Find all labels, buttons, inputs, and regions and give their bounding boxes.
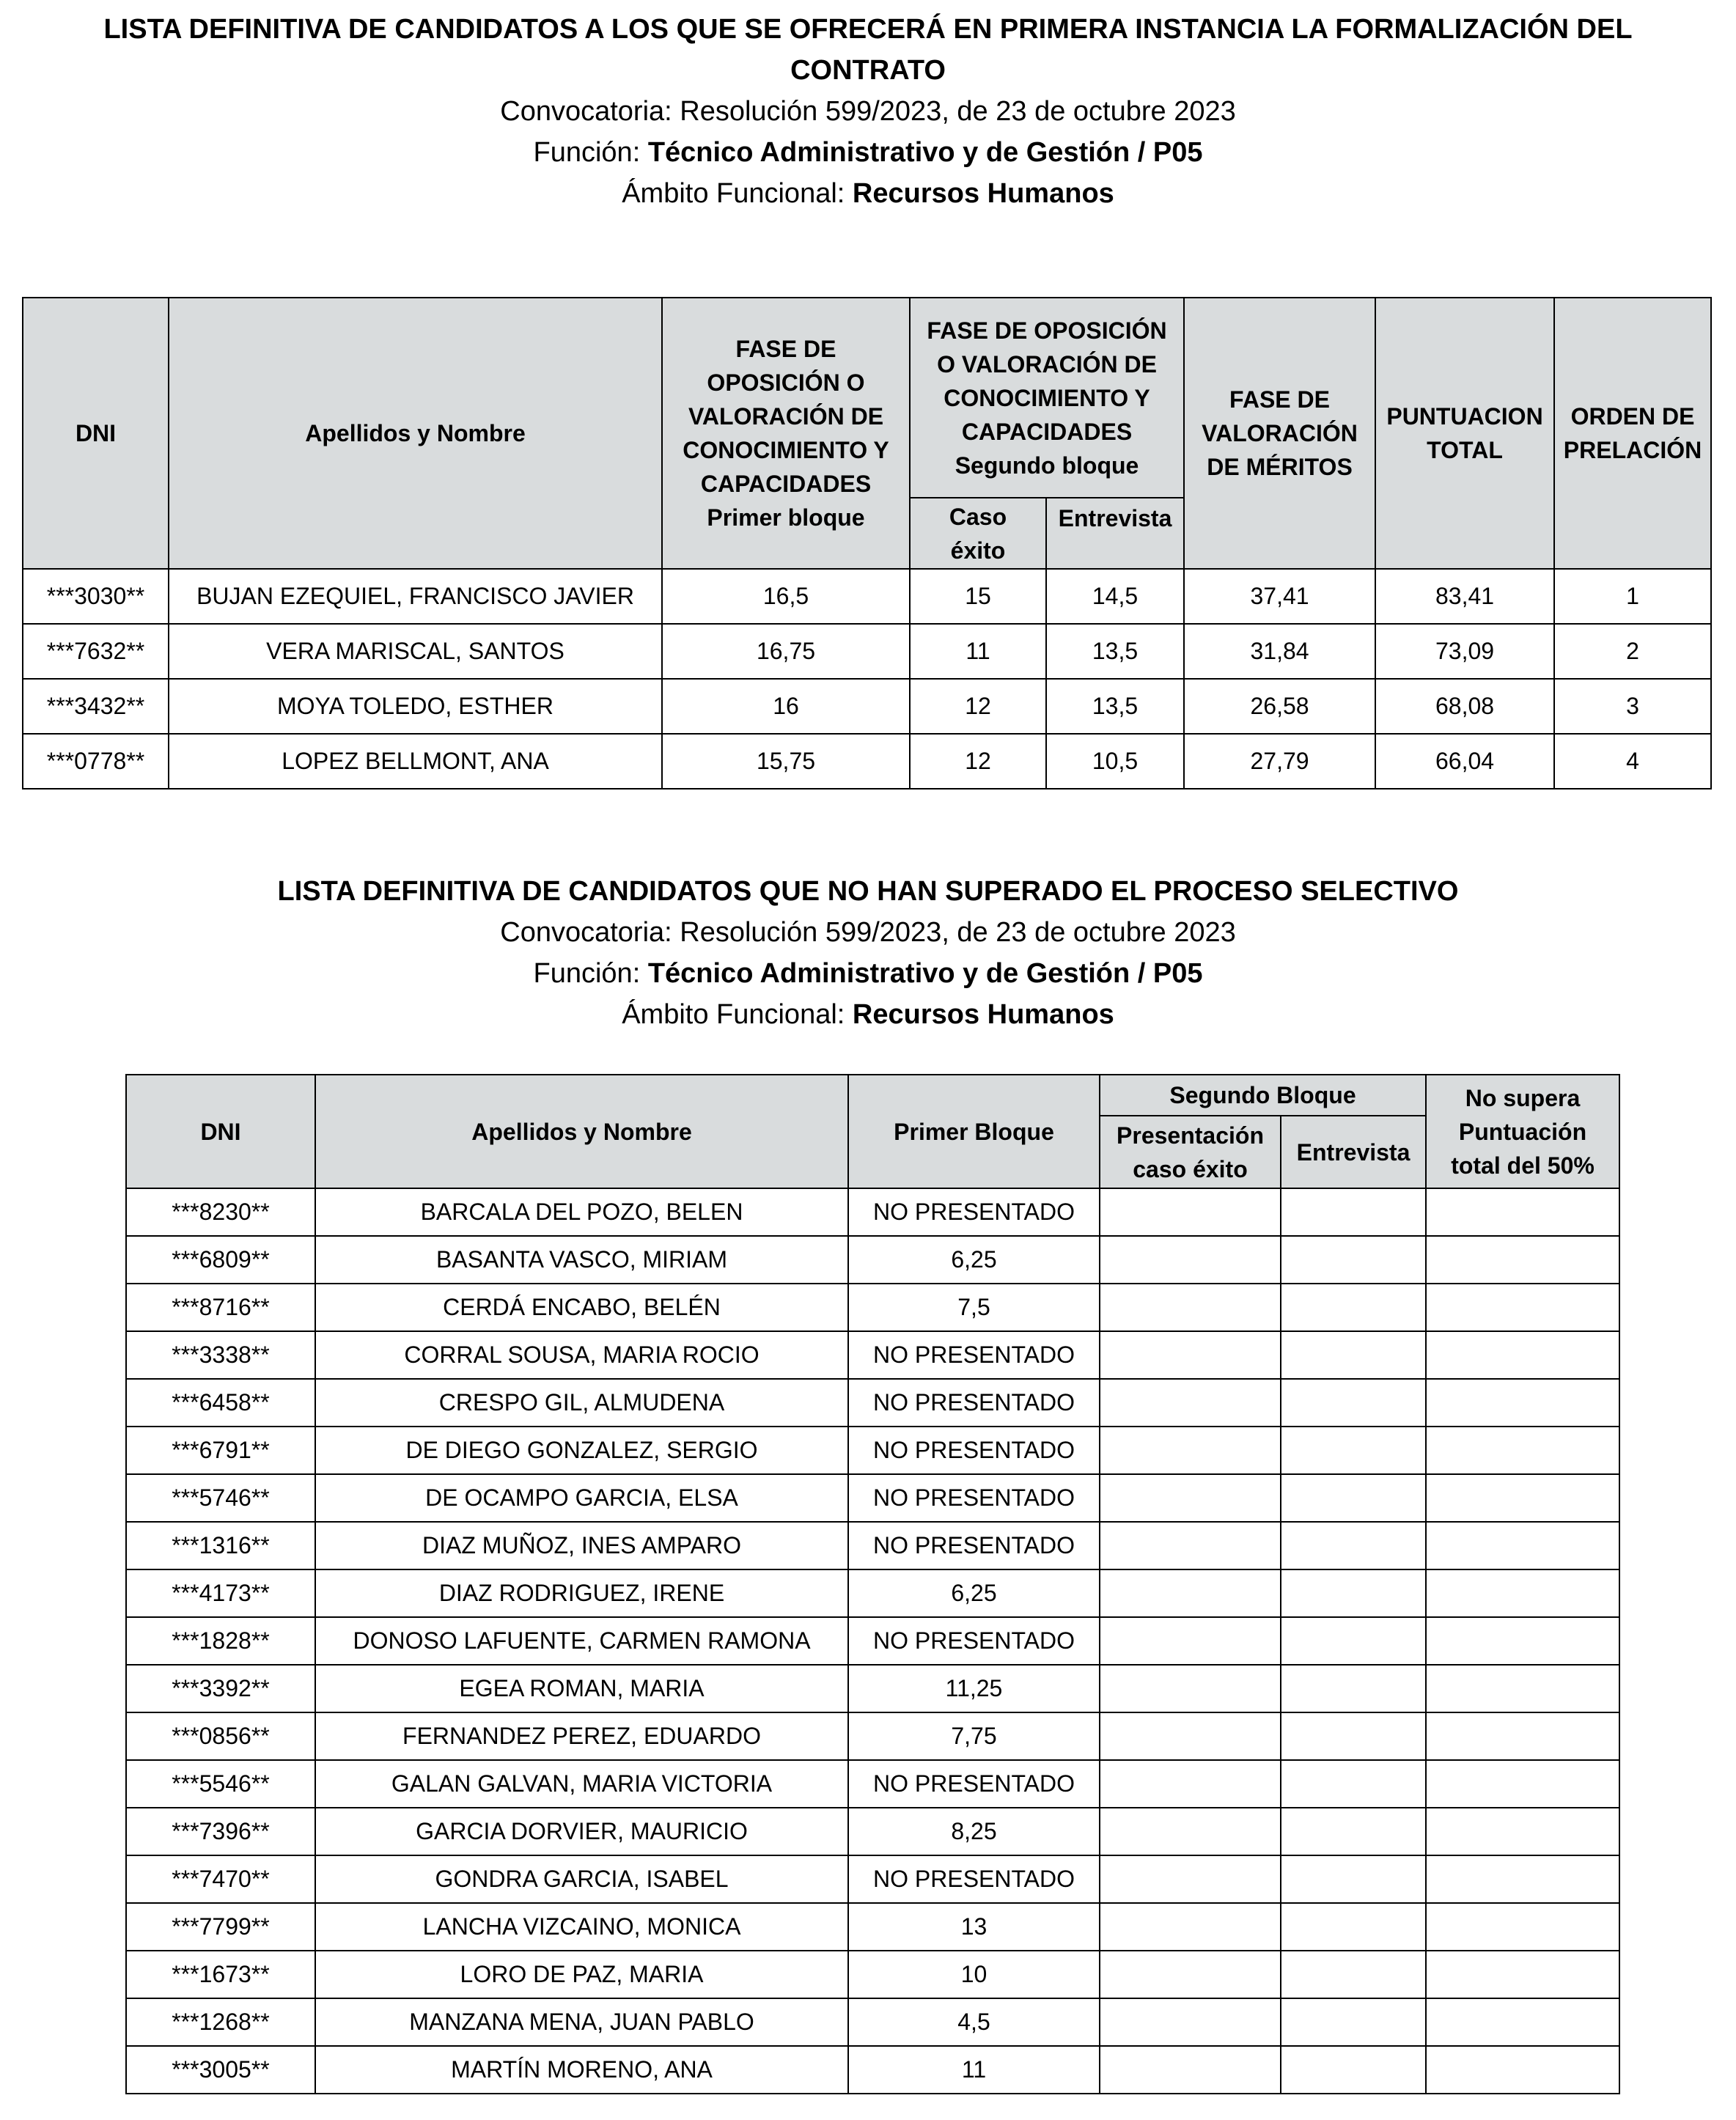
cell-dni: ***3432**	[23, 679, 169, 734]
header-entrevista: Entrevista	[1046, 498, 1184, 569]
cell-presentacion	[1100, 1760, 1281, 1808]
header-text: FASE DE	[735, 336, 836, 362]
cell-caso: 12	[910, 734, 1046, 789]
funcion-label: Función:	[533, 958, 648, 989]
cell-entrevista	[1281, 1712, 1426, 1760]
section1-funcion	[0, 132, 1736, 173]
cell-dni: ***7632**	[23, 624, 169, 679]
cell-dni: ***5746**	[126, 1474, 315, 1522]
table-row	[126, 1760, 1619, 1808]
cell-entrevista	[1281, 2046, 1426, 2094]
cell-entrevista	[1281, 1808, 1426, 1855]
cell-entrevista	[1281, 1760, 1426, 1808]
cell-presentacion	[1100, 1665, 1281, 1712]
cell-presentacion	[1100, 1188, 1281, 1236]
header-text: VALORACIÓN DE	[688, 403, 884, 430]
cell-entrevista	[1281, 1379, 1426, 1427]
table-row	[23, 679, 1711, 734]
cell-total: 83,41	[1375, 569, 1554, 624]
header-primer-bloque: Primer Bloque	[848, 1075, 1100, 1188]
cell-orden: 2	[1554, 624, 1711, 679]
cell-presentacion	[1100, 1712, 1281, 1760]
cell-presentacion	[1100, 1998, 1281, 2046]
table-row	[126, 1712, 1619, 1760]
header-no-supera	[1426, 1075, 1619, 1188]
cell-dni: ***1268**	[126, 1998, 315, 2046]
table-row	[126, 1951, 1619, 1998]
cell-primer: NO PRESENTADO	[848, 1617, 1100, 1665]
cell-nombre: DONOSO LAFUENTE, CARMEN RAMONA	[315, 1617, 848, 1665]
table-row	[126, 1998, 1619, 2046]
cell-entrevista	[1281, 1522, 1426, 1569]
cell-entrevista	[1281, 1188, 1426, 1236]
cell-no-supera	[1426, 1760, 1619, 1808]
cell-dni: ***6458**	[126, 1379, 315, 1427]
cell-no-supera	[1426, 1569, 1619, 1617]
table-row	[126, 2046, 1619, 2094]
cell-no-supera	[1426, 1808, 1619, 1855]
selected-candidates-table	[22, 297, 1712, 790]
table-row	[126, 1855, 1619, 1903]
cell-orden: 1	[1554, 569, 1711, 624]
cell-primer: 7,5	[848, 1284, 1100, 1331]
header-text: total del 50%	[1451, 1152, 1595, 1179]
section1-convocatoria: Convocatoria: Resolución 599/2023, de 23 de octubre 2023	[500, 96, 1236, 127]
cell-primer: NO PRESENTADO	[848, 1855, 1100, 1903]
table-row	[126, 1427, 1619, 1474]
cell-no-supera	[1426, 1188, 1619, 1236]
section1-heading	[0, 9, 1736, 214]
cell-nombre: GONDRA GARCIA, ISABEL	[315, 1855, 848, 1903]
header-text: Puntuación	[1458, 1118, 1587, 1145]
cell-no-supera	[1426, 1665, 1619, 1712]
cell-dni: ***7396**	[126, 1808, 315, 1855]
cell-orden: 4	[1554, 734, 1711, 789]
header-text: CONOCIMIENTO Y	[944, 384, 1150, 411]
cell-primer: 15,75	[662, 734, 910, 789]
cell-nombre: MOYA TOLEDO, ESTHER	[169, 679, 662, 734]
header-text: CAPACIDADES	[961, 418, 1133, 445]
table-row	[126, 1188, 1619, 1236]
cell-presentacion	[1100, 1903, 1281, 1951]
cell-meritos: 37,41	[1184, 569, 1375, 624]
cell-primer: NO PRESENTADO	[848, 1760, 1100, 1808]
cell-primer: 11	[848, 2046, 1100, 2094]
cell-nombre: CORRAL SOUSA, MARIA ROCIO	[315, 1331, 848, 1379]
header-presentacion	[1100, 1116, 1281, 1188]
table-row	[126, 1474, 1619, 1522]
cell-entrevista	[1281, 1617, 1426, 1665]
cell-no-supera	[1426, 1998, 1619, 2046]
header-orden	[1554, 298, 1711, 569]
cell-primer: 4,5	[848, 1998, 1100, 2046]
header-text: No supera	[1465, 1084, 1581, 1111]
cell-nombre: DE OCAMPO GARCIA, ELSA	[315, 1474, 848, 1522]
cell-no-supera	[1426, 1284, 1619, 1331]
cell-primer: NO PRESENTADO	[848, 1188, 1100, 1236]
header-text: CAPACIDADES	[700, 471, 872, 497]
table-row	[126, 1617, 1619, 1665]
section1-ambito	[0, 173, 1736, 214]
cell-primer: 8,25	[848, 1808, 1100, 1855]
section1-title-line2: CONTRATO	[790, 55, 946, 86]
header-meritos	[1184, 298, 1375, 569]
header-nombre: Apellidos y Nombre	[169, 298, 662, 569]
cell-nombre: BUJAN EZEQUIEL, FRANCISCO JAVIER	[169, 569, 662, 624]
cell-no-supera	[1426, 1427, 1619, 1474]
cell-presentacion	[1100, 1617, 1281, 1665]
cell-nombre: DIAZ RODRIGUEZ, IRENE	[315, 1569, 848, 1617]
cell-nombre: BARCALA DEL POZO, BELEN	[315, 1188, 848, 1236]
cell-presentacion	[1100, 1855, 1281, 1903]
cell-presentacion	[1100, 2046, 1281, 2094]
cell-total: 73,09	[1375, 624, 1554, 679]
header-text: OPOSICIÓN O	[707, 369, 865, 396]
cell-presentacion	[1100, 1236, 1281, 1284]
cell-dni: ***3338**	[126, 1331, 315, 1379]
header-text: ORDEN DE	[1570, 403, 1695, 430]
header-nombre: Apellidos y Nombre	[315, 1075, 848, 1188]
table-row	[126, 1808, 1619, 1855]
section2-convocatoria: Convocatoria: Resolución 599/2023, de 23 de octubre 2023	[500, 917, 1236, 948]
cell-primer: 16,75	[662, 624, 910, 679]
cell-presentacion	[1100, 1427, 1281, 1474]
cell-meritos: 27,79	[1184, 734, 1375, 789]
ambito-label: Ámbito Funcional:	[622, 999, 853, 1030]
cell-nombre: LORO DE PAZ, MARIA	[315, 1951, 848, 1998]
cell-no-supera	[1426, 1951, 1619, 1998]
cell-dni: ***5546**	[126, 1760, 315, 1808]
cell-primer: NO PRESENTADO	[848, 1427, 1100, 1474]
header-text: caso éxito	[1133, 1155, 1248, 1182]
cell-nombre: DIAZ MUÑOZ, INES AMPARO	[315, 1522, 848, 1569]
funcion-value: Técnico Administrativo y de Gestión / P05	[647, 958, 1203, 989]
header-text: PRELACIÓN	[1563, 437, 1702, 463]
ambito-value: Recursos Humanos	[852, 999, 1114, 1030]
table-row	[126, 1665, 1619, 1712]
header-text: FASE DE	[1229, 386, 1330, 413]
cell-primer: NO PRESENTADO	[848, 1474, 1100, 1522]
header-caso-exito	[910, 498, 1046, 569]
cell-dni: ***1316**	[126, 1522, 315, 1569]
cell-entrevista	[1281, 1284, 1426, 1331]
cell-no-supera	[1426, 1474, 1619, 1522]
cell-presentacion	[1100, 1474, 1281, 1522]
cell-primer: 11,25	[848, 1665, 1100, 1712]
table-row	[23, 624, 1711, 679]
cell-entrevista	[1281, 1427, 1426, 1474]
header-entrevista: Entrevista	[1281, 1116, 1426, 1188]
cell-presentacion	[1100, 1331, 1281, 1379]
cell-orden: 3	[1554, 679, 1711, 734]
cell-dni: ***3392**	[126, 1665, 315, 1712]
cell-dni: ***4173**	[126, 1569, 315, 1617]
section1-title-line1: LISTA DEFINITIVA DE CANDIDATOS A LOS QUE SE OFRECERÁ EN PRIMERA INSTANCIA LA FORMALIZACIÓN DEL	[103, 14, 1633, 45]
section2-heading	[0, 871, 1736, 1035]
table-row	[126, 1522, 1619, 1569]
table-row	[126, 1903, 1619, 1951]
table-row	[126, 1379, 1619, 1427]
cell-primer: 6,25	[848, 1236, 1100, 1284]
header-text: Caso	[949, 503, 1007, 530]
table-row	[23, 569, 1711, 624]
funcion-value: Técnico Administrativo y de Gestión / P05	[647, 137, 1203, 168]
cell-nombre: MARTÍN MORENO, ANA	[315, 2046, 848, 2094]
table-row	[126, 1236, 1619, 1284]
cell-nombre: MANZANA MENA, JUAN PABLO	[315, 1998, 848, 2046]
cell-presentacion	[1100, 1284, 1281, 1331]
cell-no-supera	[1426, 2046, 1619, 2094]
table-row	[23, 734, 1711, 789]
cell-primer: 7,75	[848, 1712, 1100, 1760]
cell-caso: 11	[910, 624, 1046, 679]
cell-nombre: FERNANDEZ PEREZ, EDUARDO	[315, 1712, 848, 1760]
cell-primer: 10	[848, 1951, 1100, 1998]
table-row	[126, 1331, 1619, 1379]
header-text: CONOCIMIENTO Y	[683, 437, 889, 463]
cell-dni: ***3030**	[23, 569, 169, 624]
cell-entrevista	[1281, 1903, 1426, 1951]
cell-entrevista	[1281, 1665, 1426, 1712]
cell-nombre: DE DIEGO GONZALEZ, SERGIO	[315, 1427, 848, 1474]
cell-meritos: 31,84	[1184, 624, 1375, 679]
header-text: Presentación	[1117, 1122, 1264, 1149]
cell-no-supera	[1426, 1236, 1619, 1284]
cell-nombre: GARCIA DORVIER, MAURICIO	[315, 1808, 848, 1855]
header-text: DE MÉRITOS	[1207, 454, 1353, 480]
cell-total: 66,04	[1375, 734, 1554, 789]
header-text: Segundo bloque	[955, 452, 1139, 479]
cell-no-supera	[1426, 1331, 1619, 1379]
header-text: éxito	[950, 537, 1006, 564]
cell-dni: ***1673**	[126, 1951, 315, 1998]
cell-dni: ***6809**	[126, 1236, 315, 1284]
cell-no-supera	[1426, 1855, 1619, 1903]
section2-ambito	[0, 994, 1736, 1035]
table-row	[126, 1569, 1619, 1617]
cell-primer: NO PRESENTADO	[848, 1331, 1100, 1379]
cell-dni: ***6791**	[126, 1427, 315, 1474]
header-text: Primer bloque	[707, 504, 865, 531]
cell-nombre: CERDÁ ENCABO, BELÉN	[315, 1284, 848, 1331]
cell-no-supera	[1426, 1903, 1619, 1951]
cell-primer: 6,25	[848, 1569, 1100, 1617]
cell-meritos: 26,58	[1184, 679, 1375, 734]
cell-entrevista	[1281, 1998, 1426, 2046]
header-text: PUNTUACION	[1386, 403, 1543, 430]
header-primer-bloque	[662, 298, 910, 569]
cell-dni: ***8716**	[126, 1284, 315, 1331]
cell-presentacion	[1100, 1522, 1281, 1569]
cell-primer: 13	[848, 1903, 1100, 1951]
cell-total: 68,08	[1375, 679, 1554, 734]
cell-no-supera	[1426, 1379, 1619, 1427]
cell-entrevista	[1281, 1951, 1426, 1998]
header-text: VALORACIÓN	[1202, 420, 1358, 446]
cell-no-supera	[1426, 1617, 1619, 1665]
section2-title: LISTA DEFINITIVA DE CANDIDATOS QUE NO HAN SUPERADO EL PROCESO SELECTIVO	[277, 876, 1459, 907]
header-text: FASE DE OPOSICIÓN	[927, 317, 1167, 344]
header-text: TOTAL	[1427, 437, 1503, 463]
cell-dni: ***0778**	[23, 734, 169, 789]
cell-primer: NO PRESENTADO	[848, 1379, 1100, 1427]
header-total	[1375, 298, 1554, 569]
cell-presentacion	[1100, 1569, 1281, 1617]
cell-no-supera	[1426, 1522, 1619, 1569]
header-segundo-bloque	[910, 298, 1184, 498]
cell-primer: 16	[662, 679, 910, 734]
cell-dni: ***3005**	[126, 2046, 315, 2094]
cell-caso: 15	[910, 569, 1046, 624]
cell-nombre: LOPEZ BELLMONT, ANA	[169, 734, 662, 789]
ambito-label: Ámbito Funcional:	[622, 178, 853, 209]
cell-presentacion	[1100, 1808, 1281, 1855]
header-dni: DNI	[126, 1075, 315, 1188]
cell-nombre: BASANTA VASCO, MIRIAM	[315, 1236, 848, 1284]
cell-entrevista	[1281, 1236, 1426, 1284]
cell-dni: ***7470**	[126, 1855, 315, 1903]
cell-entrevista	[1281, 1855, 1426, 1903]
cell-presentacion	[1100, 1951, 1281, 1998]
cell-nombre: GALAN GALVAN, MARIA VICTORIA	[315, 1760, 848, 1808]
cell-presentacion	[1100, 1379, 1281, 1427]
cell-caso: 12	[910, 679, 1046, 734]
cell-no-supera	[1426, 1712, 1619, 1760]
cell-nombre: EGEA ROMAN, MARIA	[315, 1665, 848, 1712]
funcion-label: Función:	[533, 137, 648, 168]
cell-dni: ***7799**	[126, 1903, 315, 1951]
table-row	[126, 1284, 1619, 1331]
cell-dni: ***8230**	[126, 1188, 315, 1236]
cell-entrevista	[1281, 1474, 1426, 1522]
cell-entrevista: 13,5	[1046, 624, 1184, 679]
cell-nombre: CRESPO GIL, ALMUDENA	[315, 1379, 848, 1427]
ambito-value: Recursos Humanos	[852, 178, 1114, 209]
header-text: O VALORACIÓN DE	[937, 350, 1157, 378]
cell-dni: ***1828**	[126, 1617, 315, 1665]
cell-entrevista: 13,5	[1046, 679, 1184, 734]
header-dni: DNI	[23, 298, 169, 569]
header-segundo-bloque: Segundo Bloque	[1100, 1075, 1426, 1116]
cell-dni: ***0856**	[126, 1712, 315, 1760]
rejected-candidates-table	[125, 1074, 1620, 2094]
section2-funcion	[0, 953, 1736, 994]
cell-entrevista: 14,5	[1046, 569, 1184, 624]
cell-entrevista: 10,5	[1046, 734, 1184, 789]
cell-entrevista	[1281, 1331, 1426, 1379]
cell-nombre: VERA MARISCAL, SANTOS	[169, 624, 662, 679]
cell-primer: 16,5	[662, 569, 910, 624]
cell-nombre: LANCHA VIZCAINO, MONICA	[315, 1903, 848, 1951]
cell-primer: NO PRESENTADO	[848, 1522, 1100, 1569]
cell-entrevista	[1281, 1569, 1426, 1617]
